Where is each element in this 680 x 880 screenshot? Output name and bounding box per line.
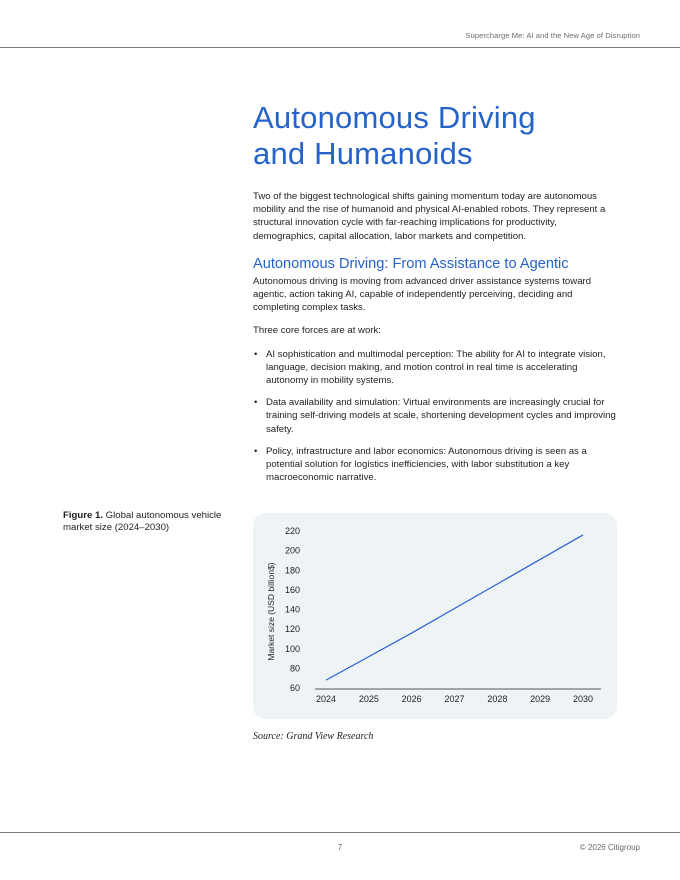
- series-line: [326, 535, 583, 680]
- x-tick-label: 2029: [530, 694, 551, 704]
- main-content: [253, 100, 618, 493]
- x-tick-label: 2027: [444, 694, 465, 704]
- copyright: © 2026 Citigroup: [579, 843, 640, 852]
- x-tick-label: 2028: [487, 694, 508, 704]
- section-heading: Autonomous Driving: From Assistance to Agentic: [253, 255, 569, 272]
- intro-paragraph: Two of the biggest technological shifts gaining momentum today are autonomous mobility and the rise of humanoid and physical AI-enabled robots. They represent a structural innovation cycle with far-reaching implications for productivity, demographics, capital allocation, labor markets and competition.: [253, 191, 606, 242]
- chart-card: [253, 513, 617, 719]
- list-item-text: AI sophistication and multimodal perception: The ability for AI to integrate vision, language, decision making, and motion control in real time is accelerating autonomy in mobility systems.: [266, 348, 606, 387]
- y-tick-label: 100: [284, 643, 300, 654]
- y-axis-title: Market size (USD billion$): [266, 562, 276, 661]
- footer-divider: [0, 832, 680, 833]
- list-item: [253, 445, 618, 485]
- bullet-marker: •: [254, 348, 258, 360]
- list-item-text: Policy, infrastructure and labor economics: Autonomous driving is seen as a potential solution for logistics inefficiencies, with labor substitution a key macroeconomic narrative.: [266, 445, 587, 484]
- page-title: [253, 100, 618, 172]
- y-tick-label: 80: [289, 663, 300, 674]
- y-tick-label: 140: [284, 604, 300, 615]
- x-tick-label: 2025: [358, 694, 379, 704]
- line-chart: [253, 513, 617, 719]
- x-tick-label: 2026: [401, 694, 422, 704]
- figure-caption: [63, 510, 243, 534]
- bullet-marker: •: [254, 445, 258, 457]
- header-divider: [0, 47, 680, 48]
- x-tick-label: 2030: [572, 694, 594, 704]
- page-number: 7: [337, 843, 343, 852]
- y-tick-label: 160: [284, 584, 300, 595]
- body-paragraph-2: Three core forces are at work:: [253, 325, 381, 337]
- list-item-text: Data availability and simulation: Virtual environments are increasingly crucial for training self-driving models at scale, shortening development cycles and improving safety.: [266, 397, 616, 435]
- figure-label: Figure 1.: [63, 510, 103, 521]
- figure-caption-text: Global autonomous vehicle market size (2024–2030): [63, 510, 222, 533]
- bullet-marker: •: [254, 397, 258, 409]
- running-header: Supercharge Me: AI and the New Age of Disruption: [465, 31, 640, 40]
- y-tick-label: 120: [284, 624, 300, 635]
- x-tick-label: 2024: [315, 694, 337, 704]
- y-tick-label: 60: [289, 683, 300, 693]
- y-tick-label: 220: [284, 526, 300, 536]
- figure-source: Source: Grand View Research: [253, 731, 374, 742]
- page-title-line-2: and Humanoids: [253, 136, 473, 171]
- page-title-line-1: Autonomous Driving: [253, 100, 536, 135]
- y-tick-label: 200: [284, 545, 300, 556]
- list-item: [253, 396, 618, 436]
- body-paragraph-1: Autonomous driving is moving from advanced driver assistance systems toward agentic, action taking AI, capable of independently perceiving, deciding and completing complex tasks.: [253, 275, 592, 314]
- forces-list: [253, 348, 618, 485]
- list-item: [253, 348, 618, 388]
- y-tick-label: 180: [284, 565, 300, 576]
